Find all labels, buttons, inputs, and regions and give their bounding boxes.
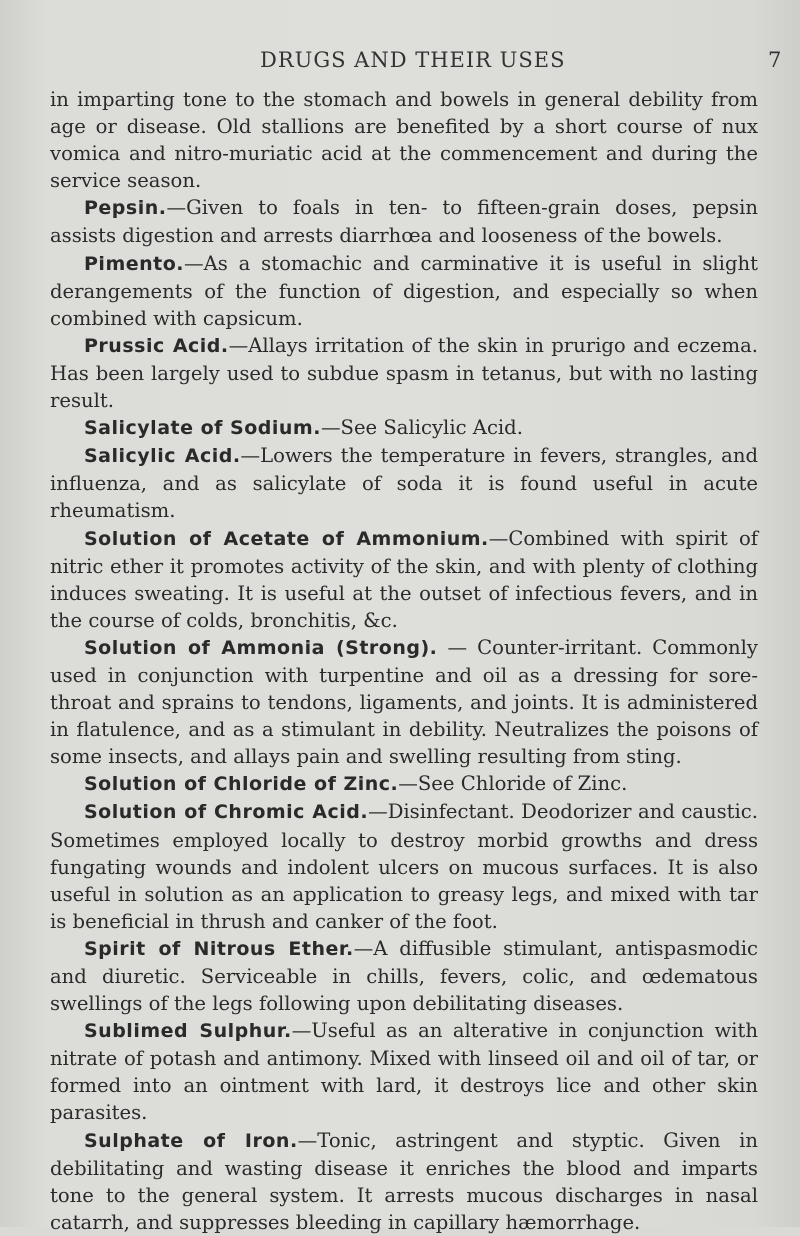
entry-term: Solution of Ammonia (Strong). — [84, 636, 438, 659]
entry-acetate-of-ammonium — [50, 525, 758, 634]
continuation-paragraph: in imparting tone to the stomach and bowels in general debility from age or disease. Old stallions are benefited by a short course of nux vomica and nitro-muriatic acid at the commencement and during the service season. — [50, 88, 758, 193]
entry-term: Sulphate of Iron. — [84, 1129, 298, 1152]
entry-pepsin — [50, 194, 758, 249]
entry-text: —Given to foals in ten- to fifteen-grain doses, pepsin assists digestion and arrests diarrhœa and looseness of the bowels. — [50, 196, 758, 248]
entry-prussic-acid — [50, 332, 758, 414]
entry-term: Pepsin. — [84, 197, 167, 220]
entry-text: —Combined with spirit of nitric ether it promotes activity of the skin, and with plenty of clothing induces sweating. It is useful at the outset of infectious fevers, and in the course of colds, bronchitis, &c. — [50, 526, 758, 632]
entry-term: Pimento. — [84, 252, 185, 275]
entry-salicylic-acid — [50, 442, 758, 524]
entry-text: —See Chloride of Zinc. — [398, 772, 628, 796]
entry-text: —A diffusible stimulant, antispasmodic and diuretic. Serviceable in chills, fevers, colic, and œdematous swellings of the legs following upon debilitating diseases. — [50, 936, 758, 1016]
entry-term: Solution of Chromic Acid. — [84, 801, 369, 824]
entry-term: Prussic Acid. — [84, 334, 229, 357]
entry-ammonia-strong — [50, 634, 758, 770]
page-number: 7 — [768, 48, 782, 72]
entry-text: —Lowers the temperature in fevers, strangles, and influenza, and as salicylate of soda it is found useful in acute rheumatism. — [50, 444, 758, 523]
running-title: DRUGS AND THEIR USES — [260, 48, 566, 72]
entry-text: —Useful as an alterative in conjunction with nitrate of potash and antimony. Mixed with linseed oil and oil of tar, or formed into an ointment with lard, it destroys lice and other skin parasites. — [50, 1019, 758, 1125]
entry-sublimed-sulphur — [50, 1017, 758, 1126]
entry-text: —Tonic, astringent and styptic. Given in debilitating and wasting disease it enriches the blood and imparts tone to the general system. It arrests mucous discharges in nasal catarrh, and suppresses bleeding in capillary hæmorrhage. — [50, 1128, 758, 1234]
entry-salicylate-of-sodium — [50, 414, 758, 442]
entry-text: —Allays irritation of the skin in prurigo and eczema. Has been largely used to subdue spasm in tetanus, but with no lasting result. — [50, 333, 758, 413]
body-text — [50, 86, 758, 1236]
entry-chromic-acid — [50, 798, 758, 934]
entry-term: Sublimed Sulphur. — [84, 1020, 292, 1043]
entry-text: —See Salicylic Acid. — [320, 416, 523, 440]
entry-pimento — [50, 250, 758, 332]
entry-chloride-of-zinc — [50, 770, 758, 798]
entry-term: Solution of Chloride of Zinc. — [84, 773, 399, 796]
entry-sulphate-of-iron — [50, 1127, 758, 1236]
running-head — [0, 48, 800, 76]
entry-text: —As a stomachic and carminative it is useful in slight derangements of the function of digestion, and especially so when combined with capsicum. — [50, 251, 758, 330]
entry-term: Salicylate of Sodium. — [84, 417, 321, 440]
entry-nitrous-ether — [50, 935, 758, 1017]
entry-text: —Disinfectant. Deodorizer and caustic. Sometimes employed locally to destroy morbid growths and dress fungating wounds and indolent ulcers on mucous surfaces. It is also useful in solution as an application to greasy legs, and mixed with tar is beneficial in thrush and canker of the foot. — [50, 800, 758, 933]
entry-term: Spirit of Nitrous Ether. — [84, 937, 354, 960]
entry-term: Solution of Acetate of Ammonium. — [84, 527, 489, 550]
entry-text: — Counter-irritant. Commonly used in conjunction with turpentine and oil as a dressing for sore-throat and sprains to tendons, ligaments, and joints. It is administered in flatulence, and as a stimulant in debility. Neutralizes the poisons of some insects, and allays pain and swelling resulting from sting. — [50, 635, 758, 769]
entry-term: Salicylic Acid. — [84, 445, 241, 468]
